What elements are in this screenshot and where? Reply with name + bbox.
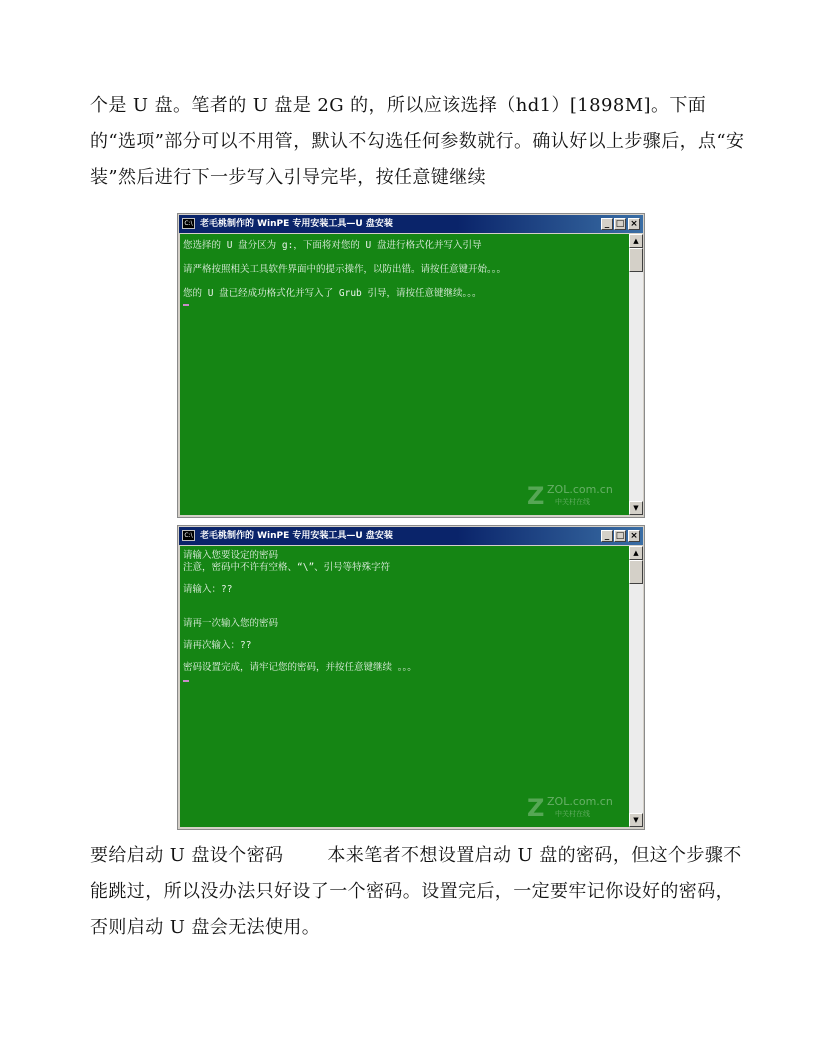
- minimize-button[interactable]: _: [601, 218, 613, 230]
- password-body: 本来笔者不想设置启动 U 盘的密码，但这个步骤不能跳过，所以没办法只好设了一个密码。设置完后，一定要牢记你设好的密码，否则启动 U 盘会无法使用。: [90, 845, 742, 938]
- console-line: 注意，密码中不许有空格、“\”、引号等特殊字符: [183, 562, 391, 573]
- window-title: 老毛桃制作的 WinPE 专用安装工具—U 盘安装: [200, 219, 393, 229]
- minimize-button[interactable]: _: [601, 530, 613, 542]
- intro-paragraph: 个是 U 盘。笔者的 U 盘是 2G 的，所以应该选择（hd1）[1898M]。下面的“选项”部分可以不用管，默认不勾选任何参数就行。确认好以上步骤后，点“安装”然后进行下一步写入引导完毕，按任意键继续: [90, 95, 745, 188]
- scroll-up-button[interactable]: ▲: [629, 234, 643, 248]
- console-line: 请输入您要设定的密码: [183, 550, 279, 561]
- scroll-down-button[interactable]: ▼: [629, 501, 643, 515]
- console-line: 请严格按照相关工具软件界面中的提示操作，以防出错。请按任意键开始。。。: [183, 264, 507, 275]
- console-line: 请再一次输入您的密码: [183, 618, 279, 629]
- window-titlebar[interactable]: [179, 215, 643, 233]
- close-button[interactable]: ×: [628, 218, 640, 230]
- watermark-cn: 中关村在线: [555, 810, 590, 818]
- zol-watermark: [525, 793, 625, 823]
- vertical-scrollbar[interactable]: [629, 546, 643, 827]
- console-icon: C:\: [182, 218, 195, 229]
- scroll-thumb[interactable]: [629, 248, 643, 272]
- console-output: [180, 546, 629, 827]
- maximize-button[interactable]: □: [615, 531, 625, 541]
- close-button[interactable]: ×: [628, 530, 640, 542]
- scroll-thumb[interactable]: [629, 560, 643, 584]
- zol-watermark: [525, 481, 625, 511]
- watermark-url: ZOL.com.cn: [547, 483, 613, 496]
- console-output: [180, 234, 629, 515]
- console-line: 您的 U 盘已经成功格式化并写入了 Grub 引导，请按任意键继续。。。: [183, 288, 482, 299]
- scroll-up-button[interactable]: ▲: [629, 546, 643, 560]
- console-line: 请再次输入：??: [183, 640, 252, 651]
- watermark-url: ZOL.com.cn: [547, 795, 613, 808]
- console-icon: C:\: [182, 530, 195, 541]
- watermark-logo: Z: [527, 794, 545, 822]
- password-paragraph: [90, 838, 750, 946]
- maximize-button[interactable]: □: [615, 219, 625, 229]
- console-line: 请输入：??: [183, 584, 233, 595]
- watermark-cn: 中关村在线: [555, 498, 590, 506]
- console-window-format: [177, 213, 645, 518]
- console-line: 您选择的 U 盘分区为 g:，下面将对您的 U 盘进行格式化并写入引导: [183, 240, 482, 251]
- text-cursor: [183, 304, 189, 306]
- vertical-scrollbar[interactable]: [629, 234, 643, 515]
- password-caption: 要给启动 U 盘设个密码: [90, 845, 284, 866]
- console-window-password: [177, 525, 645, 830]
- window-title: 老毛桃制作的 WinPE 专用安装工具—U 盘安装: [200, 531, 393, 541]
- watermark-logo: Z: [527, 482, 545, 510]
- console-line: 密码设置完成，请牢记您的密码，并按任意键继续 。。。: [183, 662, 417, 673]
- window-titlebar[interactable]: [179, 527, 643, 545]
- scroll-down-button[interactable]: ▼: [629, 813, 643, 827]
- text-cursor: [183, 680, 189, 682]
